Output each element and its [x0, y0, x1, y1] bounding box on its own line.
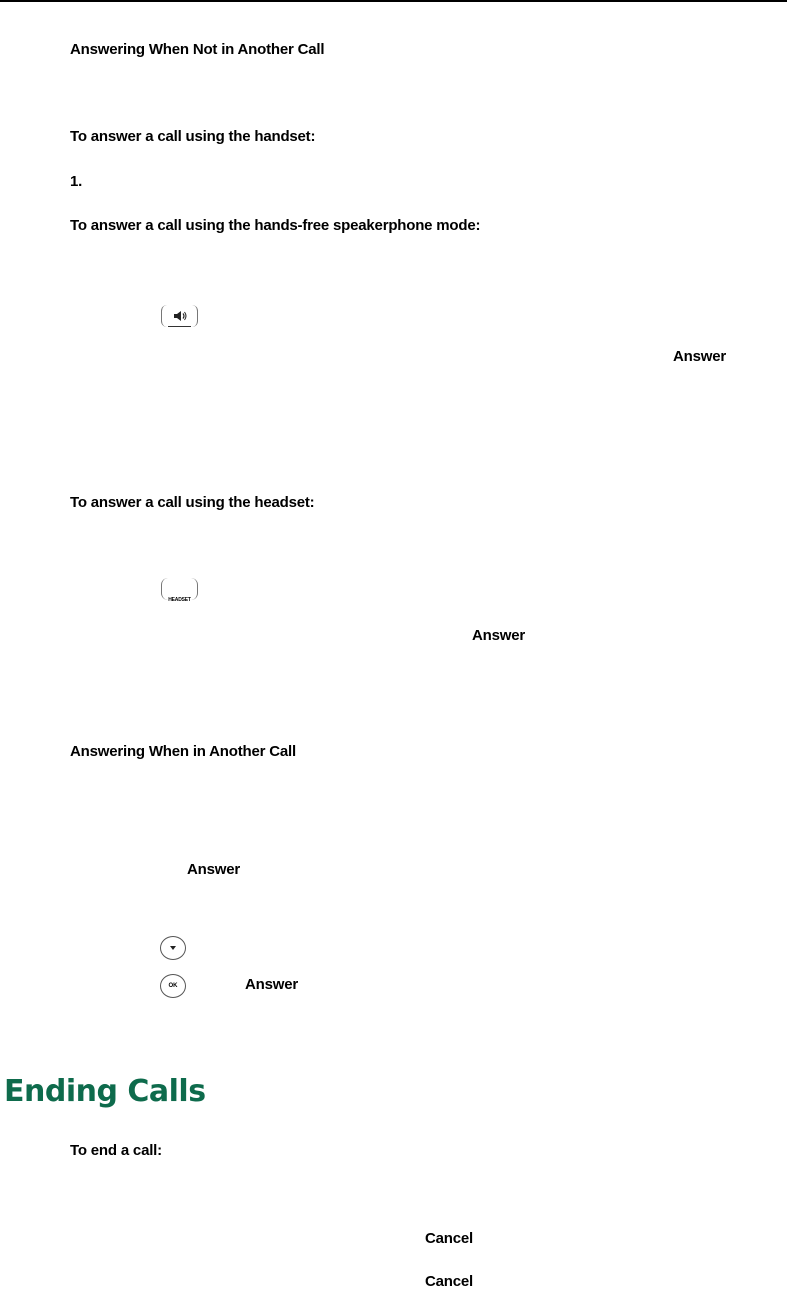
headset-key-label: HEADSET [168, 597, 191, 603]
cancel-softkey-label: Cancel [425, 1273, 473, 1290]
subheading-not-in-another-call: Answering When Not in Another Call [70, 41, 325, 58]
navigation-down-key-icon [160, 936, 186, 960]
answer-softkey-label: Answer [673, 348, 726, 365]
step-number: 1. [70, 173, 83, 190]
answer-softkey-label: Answer [187, 861, 240, 878]
ok-key-label: OK [168, 983, 178, 989]
answer-softkey-label: Answer [245, 976, 298, 993]
headset-procedure-title: To answer a call using the headset: [70, 494, 315, 511]
section-heading-ending-calls: Ending Calls [4, 1074, 206, 1109]
top-rule [0, 0, 787, 2]
speaker-glyph-icon [173, 310, 187, 322]
end-call-procedure-title: To end a call: [70, 1142, 162, 1159]
down-arrow-icon [169, 945, 177, 951]
speakerphone-procedure-title: To answer a call using the hands-free speakerphone mode: [70, 217, 481, 234]
headset-key-icon [161, 578, 198, 603]
handset-procedure-title: To answer a call using the handset: [70, 128, 316, 145]
speakerphone-key-icon [161, 305, 198, 327]
answer-softkey-label: Answer [472, 627, 525, 644]
cancel-softkey-label: Cancel [425, 1230, 473, 1247]
ok-key-icon [160, 974, 186, 998]
subheading-in-another-call: Answering When in Another Call [70, 743, 296, 760]
